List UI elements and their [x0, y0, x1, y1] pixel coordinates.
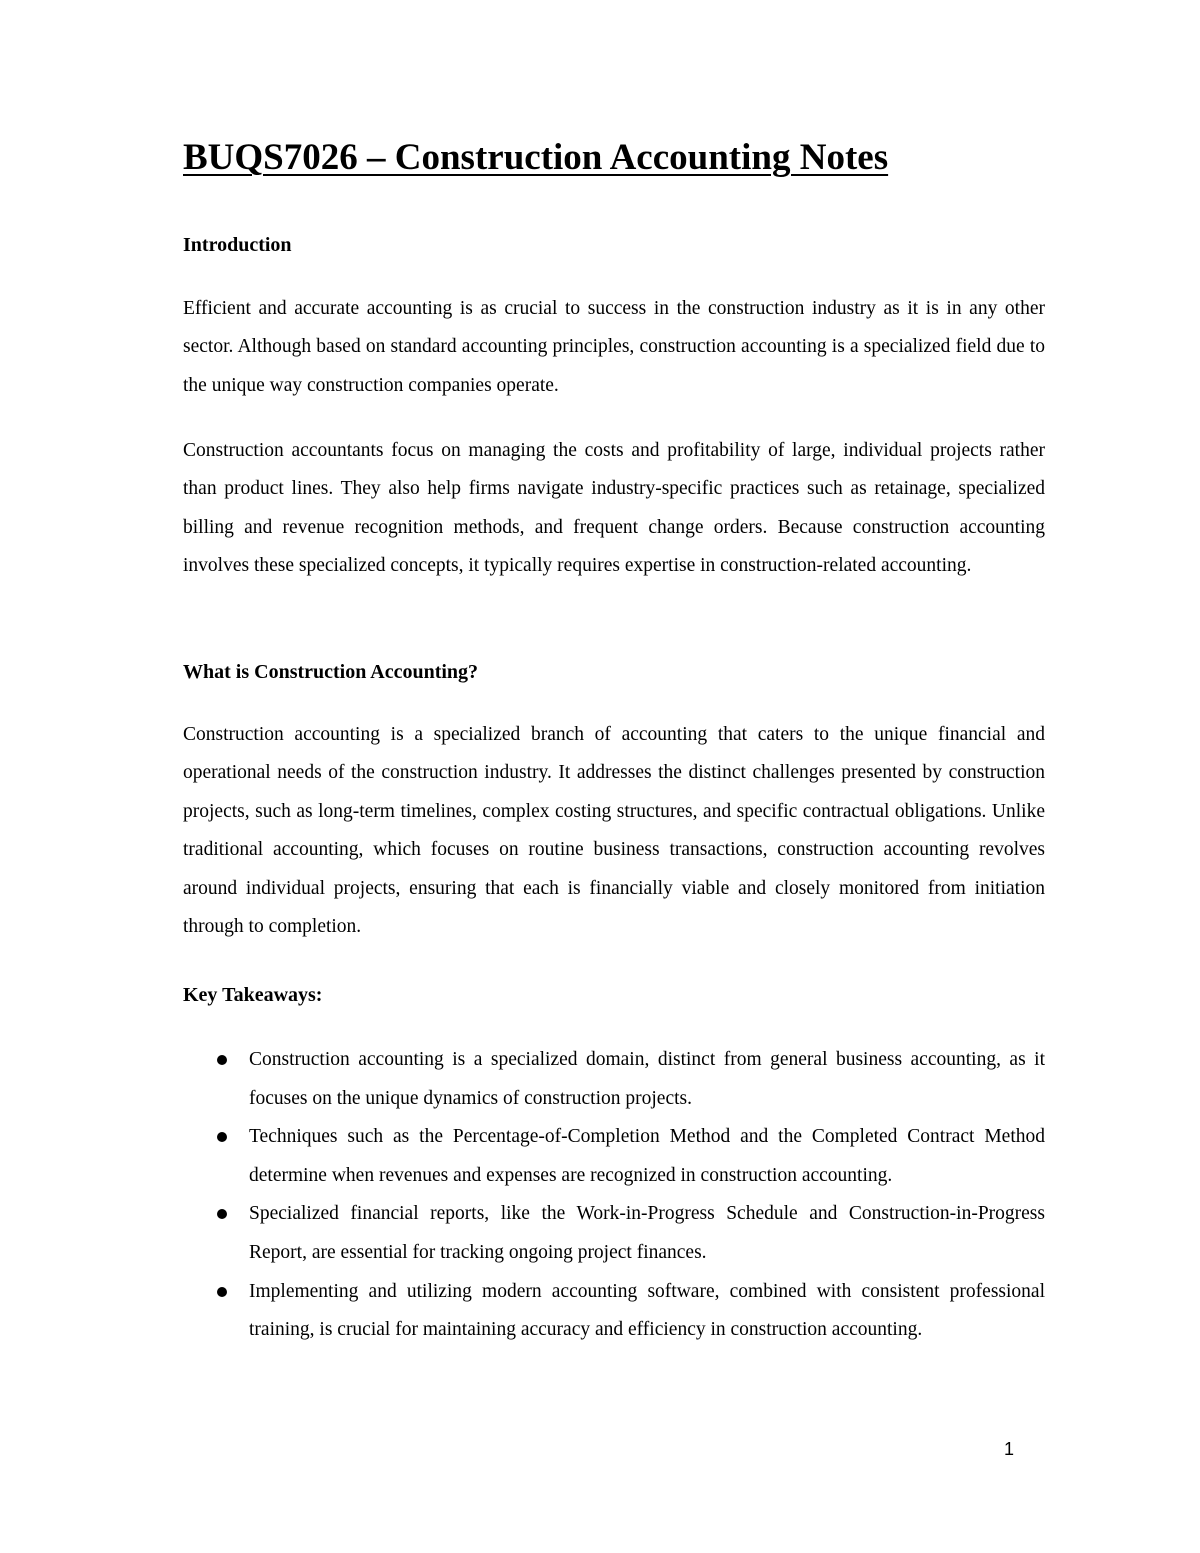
list-item-text: Techniques such as the Percentage-of-Completion Method and the Completed Contract Method determine when revenues and expenses are recognized in construction accounting. — [249, 1126, 1045, 1186]
bullet-icon — [217, 1209, 227, 1219]
list-item — [183, 1195, 1045, 1272]
section-heading-what-is: What is Construction Accounting? — [183, 661, 479, 683]
list-item — [183, 1273, 1045, 1350]
list-item-text: Construction accounting is a specialized domain, distinct from general business accounting, as it focuses on the unique dynamics of construction projects. — [249, 1049, 1045, 1109]
key-takeaways-list — [183, 1041, 1045, 1350]
list-item — [183, 1118, 1045, 1195]
list-item-text: Implementing and utilizing modern accounting software, combined with consistent professional training, is crucial for maintaining accuracy and efficiency in construction accounting. — [249, 1280, 1045, 1341]
bullet-icon — [217, 1132, 227, 1142]
intro-paragraph-2: Construction accountants focus on managing the costs and profitability of large, individual projects rather than product lines. They also help firms navigate industry-specific practices such as retainage, specialized billing and revenue recognition methods, and frequent change orders. Because construction accounting involves these specialized concepts, it typically requires expertise in construction-related accounting. — [183, 440, 1045, 577]
definition-paragraph: Construction accounting is a specialized branch of accounting that caters to the unique financial and operational needs of the construction industry. It addresses the distinct challenges presented by construction projects, such as long-term timelines, complex costing structures, and specific contractual obligations. Unlike traditional accounting, which focuses on routine business transactions, construction accounting revolves around individual projects, ensuring that each is financially viable and closely monitored from initiation through to completion. — [183, 724, 1045, 938]
list-item-text: Specialized financial reports, like the Work-in-Progress Schedule and Construction-in-Progress Report, are essential for tracking ongoing project finances. — [249, 1203, 1045, 1263]
section-heading-key-takeaways: Key Takeaways: — [183, 984, 323, 1006]
list-item — [183, 1041, 1045, 1118]
bullet-icon — [217, 1055, 227, 1065]
section-heading-introduction: Introduction — [183, 234, 292, 256]
bullet-icon — [217, 1287, 227, 1297]
page-number: 1 — [1004, 1439, 1015, 1459]
intro-paragraph-1: Efficient and accurate accounting is as crucial to success in the construction industry as it is in any other sector. Although based on standard accounting principles, construction accounting is a specialized field due to the unique way construction companies operate. — [183, 298, 1045, 396]
document-title: BUQS7026 – Construction Accounting Notes — [183, 137, 889, 178]
